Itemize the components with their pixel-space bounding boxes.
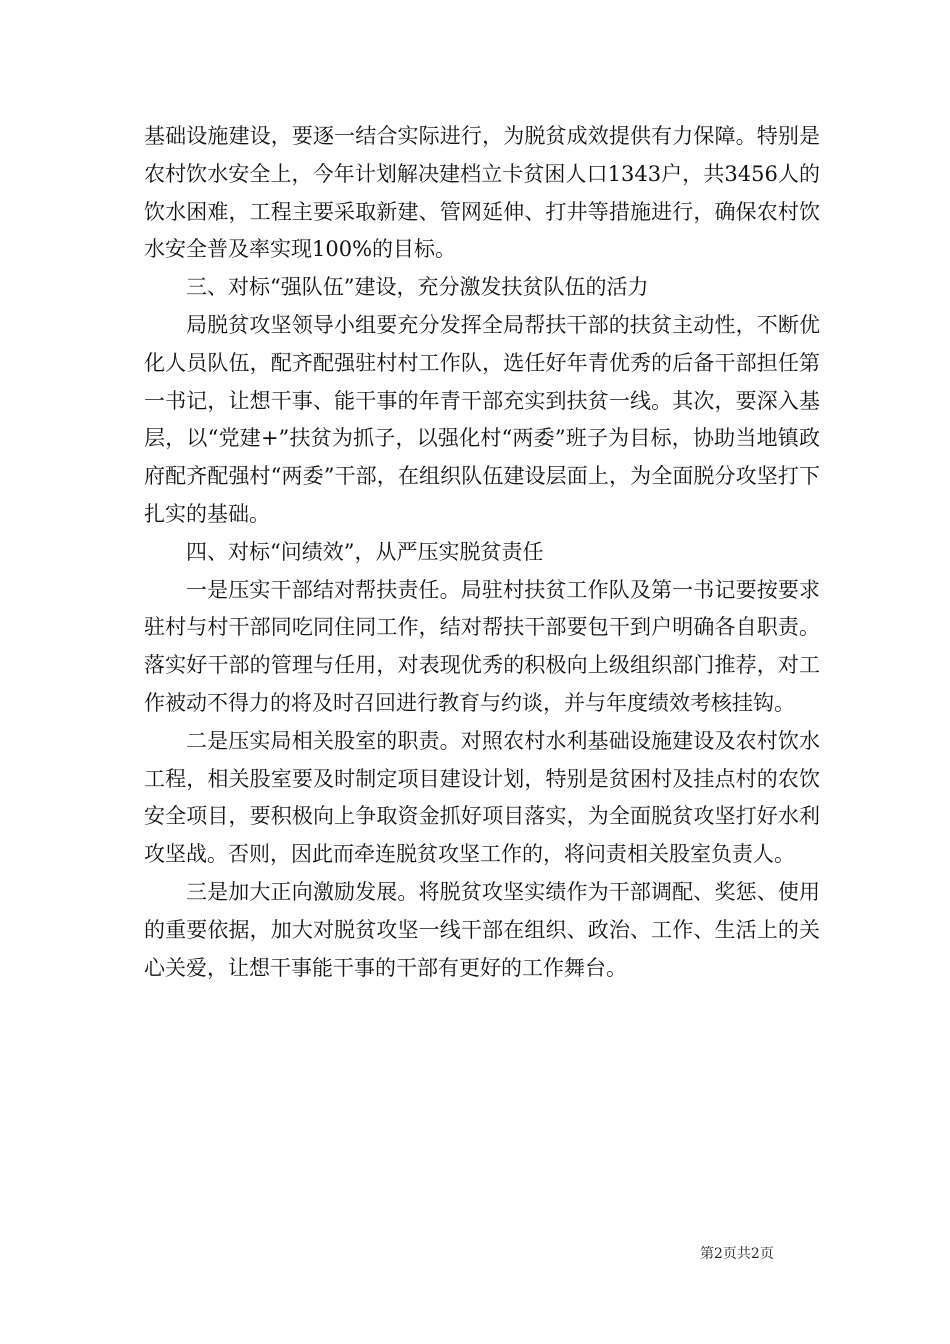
paragraph-3: 一是压实干部结对帮扶责任。局驻村扶贫工作队及第一书记要按要求驻村与村干部同吃同住同工作，结对帮扶干部要包干到户明确各自职责。落实好干部的管理与任用，对表现优秀的积极向上级组织部门推荐，对工作被动不得力的将及时召回进行教育与约谈，并与年度绩效考核挂钩。	[144, 577, 820, 715]
section-heading-4: 四、对标“问绩效”，从严压实脱贫责任	[186, 539, 544, 564]
paragraph-4: 二是压实局相关股室的职责。对照农村水利基础设施建设及农村饮水工程，相关股室要及时制定项目建设计划，特别是贫困村及挂点村的农饮安全项目，要积极向上争取资金抓好项目落实，为全面脱贫攻坚打好水利攻坚战。否则，因此而牵连脱贫攻坚工作的，将问责相关股室负责人。	[144, 728, 820, 867]
section-heading-3: 三、对标“强队伍”建设，充分激发扶贫队伍的活力	[186, 275, 649, 300]
paragraph-5: 三是加大正向激励发展。将脱贫攻坚实绩作为干部调配、奖惩、使用的重要依据，加大对脱贫攻坚一线干部在组织、政治、工作、生活上的关心关爱，让想干事能干事的干部有更好的工作舞台。	[144, 879, 820, 980]
paragraph-1: 基础设施建设，要逐一结合实际进行，为脱贫成效提供有力保障。特别是农村饮水安全上，今年计划解决建档立卡贫困人口1343户，共3456人的饮水困难，工程主要采取新建、管网延伸、打井等措施进行，确保农村饮水安全普及率实现100%的目标。	[144, 124, 820, 262]
document-body	[144, 118, 820, 987]
paragraph-2: 局脱贫攻坚领导小组要充分发挥全局帮扶干部的扶贫主动性，不断优化人员队伍，配齐配强驻村村工作队，选任好年青优秀的后备干部担任第一书记，让想干事、能干事的年青干部充实到扶贫一线。其次，要深入基层，以“党建+”扶贫为抓子，以强化村“两委”班子为目标，协助当地镇政府配齐配强村“两委”干部，在组织队伍建设层面上，为全面脱分攻坚打下扎实的基础。	[144, 312, 820, 526]
page-number-footer: 第2页共2页	[700, 1246, 774, 1262]
